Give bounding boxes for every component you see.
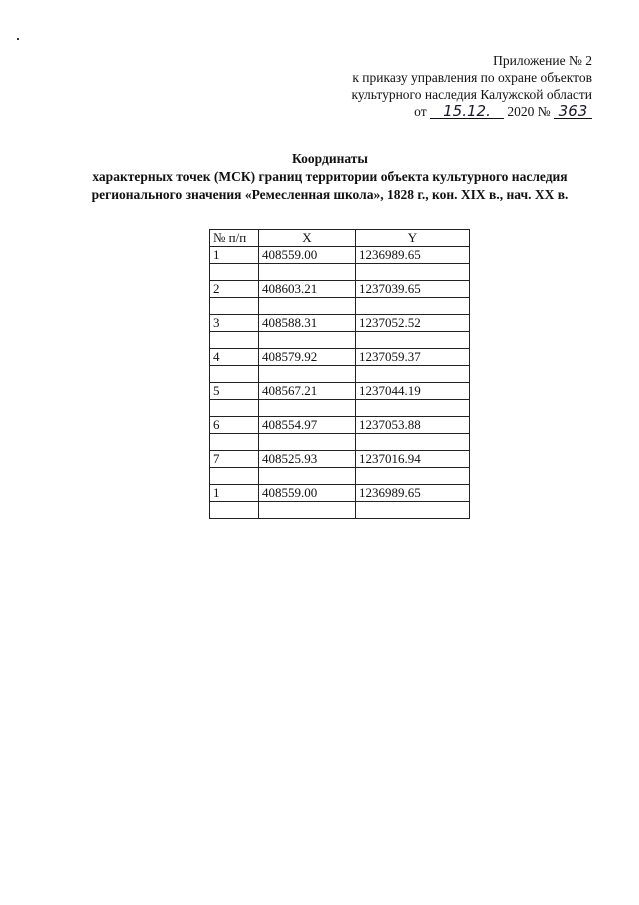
cell-y <box>356 468 470 485</box>
cell-y <box>356 332 470 349</box>
table-row <box>210 366 470 383</box>
handwritten-date: 15.12. <box>430 104 504 119</box>
cell-point-number: 7 <box>210 451 259 468</box>
table-row <box>210 502 470 519</box>
table-row <box>210 332 470 349</box>
cell-point-number <box>210 298 259 315</box>
cell-point-number <box>210 400 259 417</box>
table-row <box>210 281 470 298</box>
cell-x <box>259 298 356 315</box>
table-body <box>210 247 470 519</box>
cell-x: 408579.92 <box>259 349 356 366</box>
cell-y <box>356 502 470 519</box>
cell-x: 408525.93 <box>259 451 356 468</box>
cell-x <box>259 366 356 383</box>
header-number: № п/п <box>210 230 259 247</box>
cell-point-number: 1 <box>210 247 259 264</box>
cell-point-number <box>210 366 259 383</box>
cell-y: 1237052.52 <box>356 315 470 332</box>
cell-y <box>356 366 470 383</box>
cell-point-number: 2 <box>210 281 259 298</box>
order-date-line <box>292 103 592 120</box>
cell-point-number: 5 <box>210 383 259 400</box>
title-line-1: Координаты <box>292 151 368 166</box>
table-row <box>210 468 470 485</box>
cell-x <box>259 502 356 519</box>
table-row <box>210 315 470 332</box>
table-row <box>210 264 470 281</box>
table-header-row <box>210 230 470 247</box>
header-x: X <box>259 230 356 247</box>
title-line-3: регионального значения «Ремесленная школа», 1828 г., кон. XIX в., нач. XX в. <box>91 187 569 202</box>
authority-name: культурного наследия Калужской области <box>351 87 592 102</box>
cell-y <box>356 434 470 451</box>
order-reference: к приказу управления по охране объектов <box>352 70 592 85</box>
table-row <box>210 383 470 400</box>
cell-y <box>356 400 470 417</box>
cell-y <box>356 298 470 315</box>
cell-point-number <box>210 434 259 451</box>
table-row <box>210 417 470 434</box>
cell-x <box>259 400 356 417</box>
cell-x: 408554.97 <box>259 417 356 434</box>
cell-x <box>259 434 356 451</box>
title-line-2: характерных точек (МСК) границ территории объекта культурного наследия <box>92 169 568 184</box>
cell-point-number: 3 <box>210 315 259 332</box>
table-row <box>210 247 470 264</box>
handwritten-order-number: 363 <box>554 104 592 119</box>
document-title <box>40 150 620 204</box>
cell-x: 408559.00 <box>259 247 356 264</box>
table-row <box>210 298 470 315</box>
coordinates-table <box>209 229 470 519</box>
cell-y: 1237039.65 <box>356 281 470 298</box>
cell-x <box>259 332 356 349</box>
cell-x: 408567.21 <box>259 383 356 400</box>
cell-y: 1237044.19 <box>356 383 470 400</box>
table-row <box>210 400 470 417</box>
table-row <box>210 349 470 366</box>
cell-point-number: 1 <box>210 485 259 502</box>
cell-x: 408603.21 <box>259 281 356 298</box>
table-row <box>210 451 470 468</box>
cell-x: 408588.31 <box>259 315 356 332</box>
cell-y: 1237016.94 <box>356 451 470 468</box>
cell-x <box>259 468 356 485</box>
table-row <box>210 434 470 451</box>
cell-x: 408559.00 <box>259 485 356 502</box>
cell-y: 1237059.37 <box>356 349 470 366</box>
cell-y: 1237053.88 <box>356 417 470 434</box>
cell-y: 1236989.65 <box>356 247 470 264</box>
cell-point-number: 4 <box>210 349 259 366</box>
cell-point-number <box>210 468 259 485</box>
date-prefix: от <box>414 104 427 119</box>
cell-y: 1236989.65 <box>356 485 470 502</box>
scan-speck <box>17 38 19 40</box>
cell-point-number <box>210 332 259 349</box>
appendix-number: Приложение № 2 <box>493 53 592 68</box>
year-label: 2020 № <box>507 104 551 119</box>
cell-point-number <box>210 502 259 519</box>
cell-point-number: 6 <box>210 417 259 434</box>
header-y: Y <box>356 230 470 247</box>
appendix-header <box>292 52 592 120</box>
cell-x <box>259 264 356 281</box>
table-row <box>210 485 470 502</box>
cell-y <box>356 264 470 281</box>
cell-point-number <box>210 264 259 281</box>
